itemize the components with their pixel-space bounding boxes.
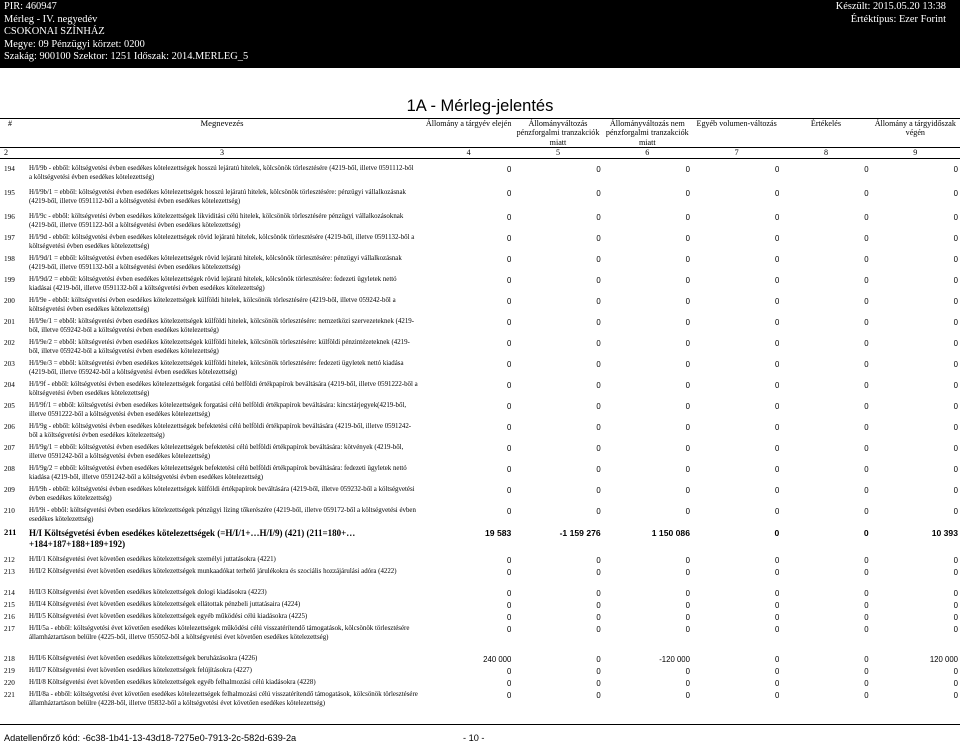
row-number: 221 [4, 691, 15, 700]
column-header-name: Megnevezés [200, 118, 244, 128]
row-value: 0 [596, 234, 601, 244]
table-row [0, 165, 960, 189]
row-value: 0 [953, 556, 958, 566]
row-description: H/I/9e - ebből: költségvetési évben esedékes kötelezettségek külföldi hitelek, kölcsönök törlesztésére (4219-ből, illetve 059242-ből a költségvetési évben esedékes kötelezettség) [29, 297, 396, 313]
row-value: 0 [864, 297, 869, 307]
column-index: 3 [20, 148, 424, 159]
row-value: 0 [864, 486, 869, 496]
row-value: 0 [864, 667, 869, 677]
row-value: 0 [685, 486, 690, 496]
row-value: 0 [685, 234, 690, 244]
row-value: 0 [685, 423, 690, 433]
table-row [0, 297, 960, 318]
row-value: 0 [774, 601, 780, 611]
row-value: 0 [506, 444, 512, 454]
row-value: 0 [953, 189, 958, 199]
row-value: 0 [864, 655, 869, 665]
row-value: 0 [685, 339, 690, 349]
table-row [0, 613, 960, 625]
row-value: 0 [506, 402, 512, 412]
row-description: H/I/9i - ebből: költségvetési évben esedékes kötelezettségek pénzügyi lízing tőkerészére (4219-ből, illetve 059172-ből a költségvetési évben esedékes kötelezettség) [29, 507, 416, 523]
row-value: 0 [953, 679, 958, 689]
row-description: H/II/1 Költségvetési évet követően esedékes kötelezettségek személyi juttatásokra (4221) [29, 556, 276, 564]
row-description: H/I/9d/2 = ebből: költségvetési évben esedékes kötelezettségek rövid lejáratú hitelek, kölcsönök törlesztésére: fedezeti ügyletek nettó kiadásai (4219-ből, illetve 0591132-ből a költségvetési évben esedékes kötelezettség) [29, 276, 397, 292]
table-row [0, 276, 960, 297]
column-index: 5 [513, 148, 602, 159]
row-value: 240 000 [483, 655, 512, 665]
row-value: 0 [864, 601, 869, 611]
row-value: 0 [685, 601, 690, 611]
row-number: 211 [4, 527, 17, 538]
row-value: 0 [953, 297, 958, 307]
row-value: 0 [506, 601, 512, 611]
row-description: H/II/4 Költségvetési évet követően esedékes kötelezettségek ellátottak pénzbeli juttatásaira (4224) [29, 601, 301, 609]
column-header-num: # [7, 119, 13, 128]
footer-rule [0, 724, 960, 725]
row-description: H/I/9e/2 = ebből: költségvetési évben esedékes kötelezettségek külföldi hitelek, kölcsönök törlesztésére: külföldi pénzintézeteknek (4219-ből, illetve 059242-ből a költségvetési évben esedékes kötelezettség) [29, 339, 410, 355]
row-value: 0 [596, 691, 601, 701]
row-number: 206 [4, 423, 15, 432]
row-value: 0 [864, 691, 869, 701]
table-row [0, 568, 960, 589]
row-value: 0 [953, 465, 958, 475]
column-header-other-volume: Egyéb volumen-változás [696, 119, 777, 128]
row-value: 0 [774, 165, 780, 175]
report-header [0, 0, 960, 68]
table-row [0, 381, 960, 402]
row-value: 0 [953, 486, 958, 496]
row-value: 0 [506, 189, 512, 199]
row-value: 0 [685, 213, 690, 223]
row-value: 0 [953, 691, 958, 701]
row-value: 0 [953, 613, 958, 623]
row-value: 0 [596, 601, 601, 611]
row-description: H/I/9f - ebből: költségvetési évben esedékes kötelezettségek forgatási célú belföldi értékpapírok beváltására (4219-ből, illetve 0591222-ből a költségvetési évben esedékes kötelezettség) [29, 381, 418, 397]
row-value: 0 [864, 402, 869, 412]
row-value: 0 [596, 276, 601, 286]
row-value: 0 [953, 444, 958, 454]
row-value: 0 [774, 234, 780, 244]
row-value: 0 [506, 360, 512, 370]
sector-line: Szakág: 900100 Szektor: 1251 Időszak: 2014.MERLEG_5 [4, 51, 249, 63]
row-value: 0 [953, 255, 958, 265]
row-value: 0 [864, 381, 869, 391]
row-value: 0 [864, 556, 869, 566]
row-description: H/I/9d/1 = ebből: költségvetési évben esedékes kötelezettségek rövid lejáratú hitelek, kölcsönök törlesztésére: pénzügyi vállalkozásnak (4219-ből, illetve 0591132-ből a költségvetési évben esedékes kötelezettség) [29, 255, 402, 271]
row-value: 0 [864, 568, 869, 578]
column-index: 7 [692, 148, 781, 159]
column-header-valuation: Értékelés [810, 119, 842, 128]
row-value: 0 [506, 213, 512, 223]
row-value: 0 [953, 589, 958, 599]
row-value: 0 [506, 423, 512, 433]
column-index: 2 [0, 148, 20, 159]
row-value: -1 159 276 [559, 528, 601, 539]
row-value: 0 [864, 444, 869, 454]
row-value: 0 [774, 297, 780, 307]
row-value: 0 [864, 255, 869, 265]
county-line: Megye: 09 Pénzügyi körzet: 0200 [4, 38, 145, 50]
row-number: 214 [4, 589, 15, 598]
table-row [0, 423, 960, 444]
row-value: 0 [864, 339, 869, 349]
row-value: 0 [864, 189, 869, 199]
row-value: 0 [506, 297, 512, 307]
row-description: H/I/9g/2 = ebből: költségvetési évben esedékes kötelezettségek befektetési célú belföldi értékpapírok beváltására: fedezeti ügyletek nettó kiadása (4219-ből, illetve 0591242-ből a költségvetési évben esedékes kötelezettség) [29, 465, 407, 481]
row-value: 0 [685, 297, 690, 307]
row-value: 0 [685, 507, 690, 517]
row-value: 0 [953, 667, 958, 677]
row-value: 0 [506, 613, 512, 623]
created-timestamp: Készült: 2015.05.20 13:38 [835, 1, 946, 12]
row-value: 0 [953, 234, 958, 244]
row-number: 216 [4, 613, 15, 622]
row-value: 0 [506, 679, 512, 689]
row-value: 0 [685, 613, 690, 623]
row-description: H/II/5 Költségvetési évet követően esedékes kötelezettségek egyéb működési célú kiadásokra (4225) [29, 613, 308, 621]
row-value: 0 [596, 255, 601, 265]
row-number: 209 [4, 486, 15, 495]
column-index-row [0, 148, 960, 159]
column-index: 9 [871, 148, 960, 159]
institution-line: CSOKONAI SZÍNHÁZ [4, 26, 105, 38]
row-value: 19 583 [485, 528, 512, 539]
row-value: 0 [953, 507, 958, 517]
row-description: H/I/9b - ebből: költségvetési évben esedékes kötelezettségek hosszú lejáratú hitelek, kölcsönök törlesztésére (4219-ből, illetve 0591112-ből a költségvetési évben esedékes kötelezettség) [29, 165, 414, 181]
row-value: 0 [685, 667, 690, 677]
table-row [0, 234, 960, 255]
row-number: 204 [4, 381, 15, 390]
table-row [0, 189, 960, 213]
table-row [0, 465, 960, 486]
row-value: -120 000 [659, 655, 690, 665]
row-value: 0 [596, 667, 601, 677]
table-row [0, 255, 960, 276]
row-value: 0 [506, 589, 512, 599]
row-description: H/II/3 Költségvetési évet követően esedékes kötelezettségek dologi kiadásokra (4223) [29, 589, 267, 597]
row-number: 194 [4, 165, 15, 174]
row-number: 219 [4, 667, 15, 676]
row-value: 0 [506, 318, 512, 328]
row-value: 0 [774, 402, 780, 412]
row-value: 0 [685, 381, 690, 391]
table-row [0, 655, 960, 667]
report-header-meta [836, 1, 946, 26]
row-value: 0 [774, 189, 780, 199]
row-value: 0 [774, 507, 780, 517]
column-index: 8 [781, 148, 870, 159]
row-number: 197 [4, 234, 15, 243]
table-row [0, 667, 960, 679]
row-value: 0 [596, 613, 601, 623]
row-value: 0 [596, 339, 601, 349]
row-value: 0 [864, 234, 869, 244]
table-row [0, 556, 960, 568]
table-row [0, 402, 960, 423]
table-row [0, 486, 960, 507]
row-value: 0 [506, 276, 512, 286]
row-value: 0 [953, 360, 958, 370]
row-value: 0 [953, 276, 958, 286]
row-value: 0 [596, 165, 601, 175]
row-number: 207 [4, 444, 15, 453]
row-value: 0 [685, 625, 690, 635]
row-value: 0 [774, 528, 780, 539]
table-row [0, 691, 960, 721]
column-header-row [0, 118, 960, 148]
row-value: 0 [506, 465, 512, 475]
row-value: 0 [953, 402, 958, 412]
row-value: 0 [953, 165, 958, 175]
table-row [0, 360, 960, 381]
row-value: 1 150 086 [651, 528, 690, 539]
table-row [0, 213, 960, 234]
row-value: 0 [506, 568, 512, 578]
row-value: 0 [596, 213, 601, 223]
row-value: 0 [596, 507, 601, 517]
row-value: 0 [864, 213, 869, 223]
row-value: 0 [506, 486, 512, 496]
row-value: 0 [685, 255, 690, 265]
row-value: 120 000 [929, 655, 958, 665]
row-number: 212 [4, 556, 15, 565]
row-value: 0 [774, 679, 780, 689]
row-value: 0 [774, 691, 780, 701]
data-check-code: Adatellenőrző kód: -6c38-1b41-13-43d18-7275e0-7913-2c-582d-639-2a [4, 733, 297, 743]
row-value: 0 [864, 507, 869, 517]
row-value: 0 [596, 360, 601, 370]
row-description: H/II/5a - ebből: költségvetési évet követően esedékes kötelezettségek működési célú visszatérítendő támogatások, kölcsönök törlesztésére államháztartáson belülre (4225-ből, illetve 055052-ből a költségvetési évet követően esedékes kötelezettség) [29, 625, 410, 641]
row-value: 0 [685, 556, 690, 566]
row-value: 0 [685, 444, 690, 454]
row-value: 0 [596, 486, 601, 496]
row-value: 0 [685, 276, 690, 286]
row-value: 10 393 [931, 528, 958, 539]
row-value: 0 [506, 691, 512, 701]
table-row [0, 444, 960, 465]
row-value: 0 [506, 234, 512, 244]
table-row [0, 318, 960, 339]
row-value: 0 [774, 255, 780, 265]
row-value: 0 [506, 165, 512, 175]
row-description: H/II/2 Költségvetési évet követően esedékes kötelezettségek munkaadókat terhelő járulékokra és szociális hozzájárulási adóra (4222) [29, 568, 397, 576]
row-value: 0 [774, 339, 780, 349]
row-number: 205 [4, 402, 15, 411]
report-header-info [4, 1, 248, 64]
row-value: 0 [864, 360, 869, 370]
row-value: 0 [596, 589, 601, 599]
row-value: 0 [774, 318, 780, 328]
row-value: 0 [596, 444, 601, 454]
row-description: H/II/7 Költségvetési évet követően esedékes kötelezettségek felújításokra (4227) [29, 667, 252, 675]
value-type: Értéktípus: Ezer Forint [850, 13, 946, 25]
row-value: 0 [596, 318, 601, 328]
row-number: 220 [4, 679, 15, 688]
row-description: H/I/9g/1 = ebből: költségvetési évben esedékes kötelezettségek befektetési célú belföldi értékpapírok beváltására: kötvények (4219-ből, illetve 0591242-ből a költségvetési évben esedékes kötelezettség) [29, 444, 404, 460]
row-value: 0 [864, 165, 869, 175]
row-value: 0 [596, 381, 601, 391]
table-row [0, 507, 960, 528]
row-value: 0 [685, 189, 690, 199]
row-number: 208 [4, 465, 15, 474]
row-value: 0 [596, 297, 601, 307]
row-value: 0 [864, 276, 869, 286]
row-value: 0 [864, 679, 869, 689]
row-value: 0 [953, 568, 958, 578]
column-header-noncash-change: Állományváltozás nem pénzforgalmi tranzakciók miatt [605, 119, 689, 147]
row-value: 0 [685, 402, 690, 412]
row-value: 0 [774, 667, 780, 677]
row-description: H/I/9e/3 = ebből: költségvetési évben esedékes kötelezettségek külföldi hitelek, kölcsönök törlesztésére: fedezeti ügyletek nettó kiadása (4219-ből, illetve 059242-ből a költségvetési évben esedékes kötelezettség) [29, 360, 404, 376]
row-number: 203 [4, 360, 15, 369]
row-value: 0 [506, 507, 512, 517]
row-value: 0 [685, 465, 690, 475]
row-description: H/II/6 Költségvetési évet követően esedékes kötelezettségek beruházásokra (4226) [29, 655, 258, 663]
row-value: 0 [685, 318, 690, 328]
row-number: 195 [4, 189, 15, 198]
page-number: - 10 - [463, 733, 485, 743]
row-value: 0 [774, 423, 780, 433]
row-description: H/I/9c - ebből: költségvetési évben esedékes kötelezettségek likviditási célú hitelek, kölcsönök törlesztésére pénzügyi vállalkozásoknak (4219-ből, illetve 0591122-ből a költségvetési évben esedékes kötelezettség) [29, 213, 404, 229]
row-value: 0 [774, 655, 780, 665]
row-value: 0 [506, 556, 512, 566]
row-value: 0 [596, 556, 601, 566]
row-value: 0 [685, 691, 690, 701]
row-value: 0 [864, 318, 869, 328]
report-type-line: Mérleg - IV. negyedév [4, 13, 98, 25]
row-value: 0 [774, 213, 780, 223]
row-value: 0 [774, 613, 780, 623]
balance-table [0, 118, 960, 721]
column-header-cash-change: Állományváltozás pénzforgalmi tranzakciók miatt [516, 119, 600, 147]
row-value: 0 [774, 625, 780, 635]
row-description: H/I/9f/1 = ebből: költségvetési évben esedékes kötelezettségek forgatási célú belföldi értékpapírok beváltására: kincstárjegyek(4219-ből, illetve 0591222-ből a költségvetési évben esedékes kötelezettség) [29, 402, 407, 418]
column-index: 6 [603, 148, 692, 159]
row-value: 0 [685, 568, 690, 578]
row-description: H/II/8a - ebből: költségvetési évet követően esedékes kötelezettségek felhalmozási célú visszatérítendő támogatások, kölcsönök törlesztésére államháztartáson belülre (4228-ből, illetve 05832-ből a költségvetési évet követően esedékes kötelezettség) [29, 691, 418, 707]
row-value: 0 [774, 589, 780, 599]
row-number: 215 [4, 601, 15, 610]
row-number: 210 [4, 507, 15, 516]
row-value: 0 [774, 381, 780, 391]
row-value: 0 [596, 568, 601, 578]
row-number: 201 [4, 318, 15, 327]
row-value: 0 [863, 528, 869, 539]
row-value: 0 [596, 655, 601, 665]
row-value: 0 [864, 625, 869, 635]
row-number: 200 [4, 297, 15, 306]
row-description: H/I/9g - ebből: költségvetési évben esedékes kötelezettségek befektetési célú belföldi értékpapírok beváltására (4219-ből, illetve 0591242-ből a költségvetési évben esedékes kötelezettség) [29, 423, 412, 439]
row-value: 0 [774, 465, 780, 475]
row-description: H/I/9d - ebből: költségvetési évben esedékes kötelezettségek rövid lejáratú hitelek, kölcsönök törlesztésére (4219-ből, illetve 0591132-ből a költségvetési évben esedékes kötelezettség) [29, 234, 415, 250]
row-value: 0 [864, 465, 869, 475]
table-row [0, 528, 960, 556]
row-value: 0 [685, 360, 690, 370]
row-value: 0 [864, 423, 869, 433]
table-row [0, 679, 960, 691]
row-value: 0 [864, 613, 869, 623]
table-row [0, 339, 960, 360]
pir-line: PIR: 460947 [4, 1, 57, 12]
row-description: H/I Költségvetési évben esedékes kötelezettségek (=H/I/1+…H/I/9) (421) (211=180+…+184+187+188+189+192) [29, 528, 356, 549]
row-description: H/I/9e/1 = ebből: költségvetési évben esedékes kötelezettségek külföldi hitelek, kölcsönök törlesztésére: nemzetközi szervezeteknek (4219-ből, illetve 059242-ből a költségvetési évben esedékes kötelezettség) [29, 318, 415, 334]
row-description: H/I/9h - ebből: költségvetési évben esedékes kötelezettségek külföldi értékpapírok beváltására (4219-ből, illetve 059232-ből a költségvetési évben esedékes kötelezettség) [29, 486, 415, 502]
row-number: 202 [4, 339, 15, 348]
row-value: 0 [506, 381, 512, 391]
row-description: H/II/8 Költségvetési évet követően esedékes kötelezettségek egyéb felhalmozási célú kiadásokra (4228) [29, 679, 316, 687]
row-value: 0 [596, 465, 601, 475]
row-value: 0 [685, 165, 690, 175]
report-title: 1A - Mérleg-jelentés [406, 97, 554, 115]
row-value: 0 [953, 318, 958, 328]
row-value: 0 [596, 625, 601, 635]
row-value: 0 [774, 568, 780, 578]
row-value: 0 [864, 589, 869, 599]
report-title-band [0, 96, 960, 119]
row-value: 0 [953, 601, 958, 611]
table-row [0, 601, 960, 613]
row-value: 0 [953, 339, 958, 349]
row-value: 0 [953, 381, 958, 391]
row-value: 0 [685, 589, 690, 599]
row-value: 0 [596, 423, 601, 433]
row-number: 196 [4, 213, 15, 222]
row-value: 0 [506, 339, 512, 349]
row-value: 0 [506, 667, 512, 677]
row-value: 0 [953, 423, 958, 433]
row-number: 198 [4, 255, 15, 264]
row-value: 0 [774, 444, 780, 454]
column-index: 4 [424, 148, 513, 159]
row-description: H/I/9b/1 = ebből: költségvetési évben esedékes kötelezettségek hosszú lejáratú hitelek, kölcsönök törlesztésére: pénzügyi vállalkozásnak (4219-ből, illetve 0591112-ből a költségvetési évben esedékes kötelezettség) [29, 189, 407, 205]
row-value: 0 [774, 360, 780, 370]
row-value: 0 [953, 213, 958, 223]
row-value: 0 [596, 679, 601, 689]
row-number: 218 [4, 655, 15, 664]
table-row [0, 625, 960, 655]
row-value: 0 [596, 402, 601, 412]
table-row [0, 589, 960, 601]
row-value: 0 [774, 276, 780, 286]
row-value: 0 [596, 189, 601, 199]
row-value: 0 [685, 679, 690, 689]
row-number: 217 [4, 625, 15, 634]
row-value: 0 [774, 556, 780, 566]
row-number: 199 [4, 276, 15, 285]
row-value: 0 [774, 486, 780, 496]
row-value: 0 [506, 625, 512, 635]
row-value: 0 [506, 255, 512, 265]
column-header-closing: Állomány a tárgyidőszak végén [874, 119, 956, 138]
row-value: 0 [953, 625, 958, 635]
row-number: 213 [4, 568, 15, 577]
column-header-opening: Állomány a tárgyév elején [425, 119, 512, 128]
